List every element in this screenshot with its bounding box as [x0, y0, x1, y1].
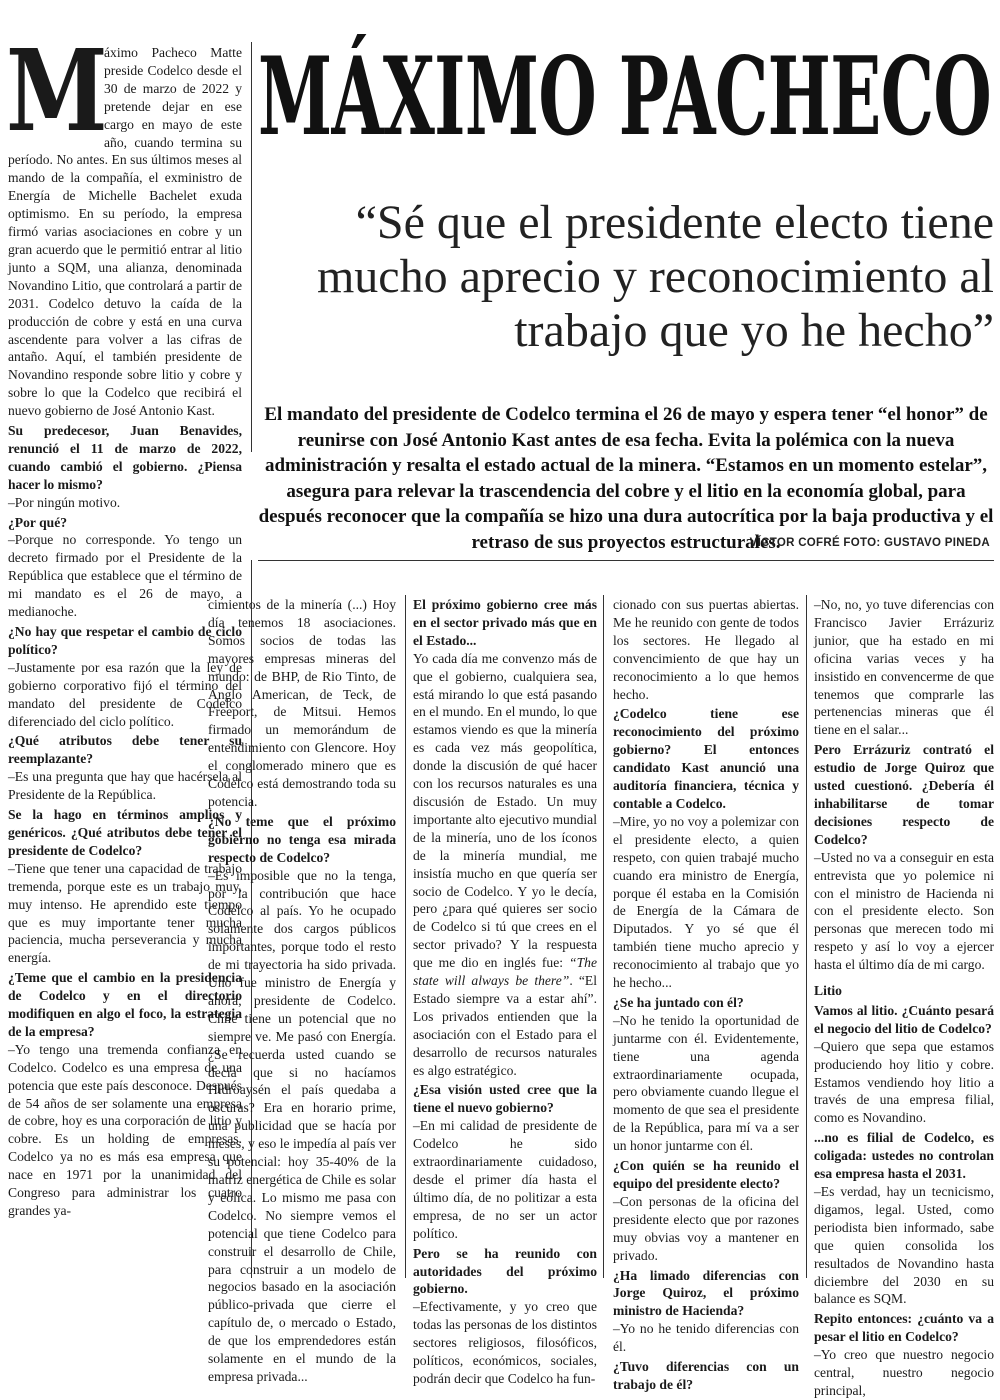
- question: ¿Esa visión usted cree que la tiene el nuevo gobierno?: [413, 1082, 597, 1116]
- intro-paragraph: áximo Pacheco Matte preside Codelco desde el 30 de marzo de 2022 y pretende dejar en ese cargo en mayo de este año, cuando termina su período. No antes. En sus últimos meses al mando de la compañía, el exministro de Energía de Michelle Bachelet exuda optimismo. En su período, la empresa firmó varias asociaciones en cobre y un gran acuerdo que le permitió entrar al litio junto a SQM, una alianza, denominada Novandino Litio, que controlará a partir de 2031. Codelco detuvo la caída de la producción de cobre y está en una curva ascendente para volver a las cifras de antaño. Aquí, el también presidente de Novandino responde sobre litio y cobre y sobre lo que la Codelco que recibirá el nuevo gobierno de José Antonio Kast.: [8, 45, 242, 419]
- answer: –Quiero que sepa que estamos produciendo hoy litio y cobre. Estamos vendiendo hoy litio a través de una empresa filial, como es Novandino.: [814, 1038, 994, 1126]
- answer: –Con personas de la oficina del presidente electo que por razones muy obvias voy a mantener en privado.: [613, 1193, 799, 1263]
- question: Repito entonces: ¿cuánto va a pesar el litio en Codelco?: [814, 1311, 994, 1345]
- answer: –Usted no va a conseguir en esta entrevista que yo polemice ni con el ministro de Hacienda ni con el presidente electo. Son personas que merecen todo mi respeto y así lo voy a ejercer hasta el último día de mi cargo.: [814, 849, 994, 973]
- answer: –En mi calidad de presidente de Codelco he sido extraordinariamente cuidadoso, desde el primer día hasta el último día, de no politizar a esta empresa, de no ser un actor político.: [413, 1118, 597, 1241]
- question: Vamos al litio. ¿Cuánto pesará el negocio del litio de Codelco?: [814, 1002, 994, 1036]
- answer: –Yo tengo una tremenda confianza en Codelco. Codelco es una empresa de una potencia que este país desconoce. Después de 54 años de ser solamente una empresa de cobre, hoy es una corporación de litio y cobre. Es un holding de empresas. Codelco ya no es más esa empresa que nace en 1971 por la unanimidad del Congreso para administrar los cuatro grandes ya-: [8, 1041, 242, 1218]
- column-rule-5: [806, 595, 807, 1278]
- question: Pero Errázuriz contrató el estudio de Jorge Quiroz que usted cuestionó. ¿Debería él inhabilitarse de tomar decisiones respecto de Codelco?: [814, 742, 994, 847]
- question: ¿Se ha juntado con él?: [613, 994, 744, 1010]
- byline: VÍCTOR COFRÉ FOTO: GUSTAVO PINEDA: [749, 537, 990, 549]
- answer: –No he tenido la oportunidad de juntarme con él. Evidentemente, tiene una agenda extraordinariamente ocupada, pero obviamente cuando llegue el momento de que sea el presidente de la República, para mí va a ser un honor juntarme con él.: [613, 1012, 799, 1154]
- answer: –Tiene que tener una capacidad de trabajo tremenda, porque este es un trabajo muy, muy intenso. He aprendido este tiempo que es muy importante tener mucha paciencia, mucha perseverancia y mucha energía.: [8, 860, 242, 966]
- paragraph: cimientos de la minería (...) Hoy día tenemos 18 asociaciones. Somos socios de todas las mayores empresas mineras del mundo: de BHP, de Rio Tinto, de Anglo American, de Teck, de Freeport, de Mitsui. Hemos firmado un memorándum de entendimiento con Glencore. Hoy el conglomerado minero que es Codelco está demostrando toda su potencia.: [208, 597, 396, 809]
- question: ¿Con quién se ha reunido el equipo del presidente electo?: [613, 1158, 799, 1191]
- article-title: MÁXIMO PACHECO: [258, 34, 992, 160]
- question: ¿Qué atributos debe tener su reemplazante?: [8, 733, 242, 767]
- question: ¿Por qué?: [8, 514, 68, 530]
- answer-text: . “El Estado siempre va a estar ahí”. Los privados entienden que la asociación con el Estado para el desarrollo de recursos naturales es algo estratégico.: [413, 973, 597, 1078]
- section-heading: Litio: [814, 983, 842, 999]
- question: ¿Tuvo diferencias con un trabajo de él?: [613, 1359, 799, 1392]
- column-3: [413, 596, 597, 1386]
- question: ¿Ha limado diferencias con Jorge Quiroz, el próximo ministro de Hacienda?: [613, 1267, 799, 1319]
- paragraph: cionado con sus puertas abiertas. Me he reunido con gente de todos los sectores. He llegado al convencimiento de que hay un reconocimiento a lo que hemos hecho.: [613, 597, 799, 702]
- answer: –Es verdad, hay un tecnicismo, digamos, legal. Usted, como periodista bien informado, sabe que quien consolida los resultados de Novandino hasta diciembre del 2030 en su balance es SQM.: [814, 1184, 994, 1307]
- answer: –Justamente por esa razón que la ley de gobierno corporativo fijó el término del mandato del presidente de Codelco diferenciado del ciclo político.: [8, 659, 242, 729]
- answer: –Es imposible que no la tenga, por la contribución que hace Codelco al país. Yo he ocupado solamente dos cargos públicos importantes, porque todo el resto de mi trayectoria ha sido privada. Uno fue ministro de Energía y ahora, presidente de Codelco. Chile tiene un potencial que no siempre ve. Me pasó con Energía. ¿Se recuerda usted cuando se decía que si no hacíamos Hidroaysén el país quedaba a oscuras? Era en horario prime, una publicidad que se hacía por meses, y eso le impedía al país ver su potencial: hoy 35-40% de la matriz energética de Chile es solar y eólica. Lo mismo me pasa con Codelco. No siempre vemos el potencial que tiene Codelco para construir el desarrollo de Chile, para construir a un modelo de negocios basado en la asociación público-privada que cierre el capítulo de, o mercado o Estado, de que los emprendedores están solamente en el mundo de la empresa privada...: [208, 867, 396, 1384]
- lead-divider: [258, 560, 994, 561]
- pull-quote: “Sé que el presidente electo tiene mucho aprecio y reconocimiento al trabajo que yo he hecho”: [316, 196, 994, 357]
- article-lead: El mandato del presidente de Codelco termina el 26 de mayo y espera tener “el honor” de reunirse con José Antonio Kast antes de esa fecha. Evita la polémica con la nueva administración y resalta el estado actual de la minera. “Estamos en un momento estelar”, asegura para relevar la trascendencia del cobre y el litio en la economía global, para después reconocer que la compañía se hizo una dura autocrítica por la baja productiva y el retraso de sus proyectos estructurales.: [258, 404, 994, 553]
- column-5: [814, 596, 994, 1398]
- answer: –Por ningún motivo.: [8, 494, 121, 510]
- question: El próximo gobierno cree más en el sector privado más que en el Estado...: [413, 597, 597, 648]
- answer-text: Yo cada día me convenzo más de que el gobierno, cualquiera sea, está mirando lo que está pasando en el mundo. En el mundo, lo que estamos viendo es que la minería es cada vez más geopolítica, donde la discusión de qué hacer con los recursos naturales es una discusión de Estado. Un muy importante alto ejecutivo mundial de la minería, uno de los íconos de la minería mundial, me insistía mucho en que quería ser socio de Codelco. Y yo le decía, pero ¿para qué quieres ser socio de Codelco si tú que crees en el sector privado? Y la respuesta que me dio en inglés fue:: [413, 650, 597, 971]
- question: Se la hago en términos amplios y genéricos. ¿Qué atributos debe tener el presidente de Codelco?: [8, 807, 242, 858]
- answer: [413, 650, 597, 1080]
- answer: –Es una pregunta que hay que hacérsela al Presidente de la República.: [8, 769, 242, 803]
- question: ...no es filial de Codelco, es coligada: ustedes no controlan esa empresa hasta el 2031.: [814, 1130, 994, 1182]
- answer: –Porque no corresponde. Yo tengo un decreto firmado por el Presidente de la República que establece que el término de mi mandato es el 26 de mayo, a medianoche.: [8, 532, 242, 620]
- paragraph: –No, no, yo tuve diferencias con Francisco Javier Errázuriz junior, que ha estado en mi oficina varias veces y ha insistido en convencerme de que tenemos que comprarle las pertenencias mineras que él tiene en el salar...: [814, 597, 994, 738]
- answer: –Mire, yo no voy a polemizar con el presidente electo, a quien respeto, con quien trabajé mucho cuando era ministro de Energía, porque él estaba en la Comisión de Energía de la Cámara de Diputados. Y yo sé que él también tiene mucho aprecio y reconocimiento al trabajo que yo he hecho...: [613, 813, 799, 991]
- question: ¿No teme que el próximo gobierno no tenga esa mirada respecto de Codelco?: [208, 813, 396, 865]
- answer: –Yo creo que nuestro negocio central, nuestro negocio principal,: [814, 1347, 994, 1398]
- column-1: [6, 26, 242, 1280]
- english-quote: “The state will always be there”: [413, 955, 597, 989]
- question: ¿Teme que el cambio en la presidencia de Codelco y en el directorio modifiquen en algo el foco, la estrategia de la empresa?: [8, 970, 242, 1039]
- answer: –Yo no he tenido diferencias con él.: [613, 1321, 799, 1355]
- question: ¿Codelco tiene ese reconocimiento del próximo gobierno? El entonces candidato Kast anunció una auditoría financiera, técnica y contable a Codelco.: [613, 706, 799, 811]
- column-4: [613, 596, 799, 1392]
- question: Pero se ha reunido con autoridades del próximo gobierno.: [413, 1245, 597, 1297]
- question: Su predecesor, Juan Benavides, renunció el 11 de marzo de 2022, cuando cambió el gobierno. ¿Piensa hacer lo mismo?: [8, 423, 242, 492]
- column-rule-1: [251, 42, 252, 452]
- column-2: [208, 596, 396, 1384]
- answer: –Efectivamente, y yo creo que todas las personas de los distintos sectores religiosos, filosóficos, políticos, económicos, sociales, podrán decir que Codelco ha fun-: [413, 1299, 597, 1386]
- column-rule-3: [405, 595, 406, 1278]
- question: ¿No hay que respetar el cambio de ciclo político?: [8, 624, 242, 657]
- column-rule-4: [603, 595, 604, 1278]
- drop-cap: M: [6, 26, 108, 157]
